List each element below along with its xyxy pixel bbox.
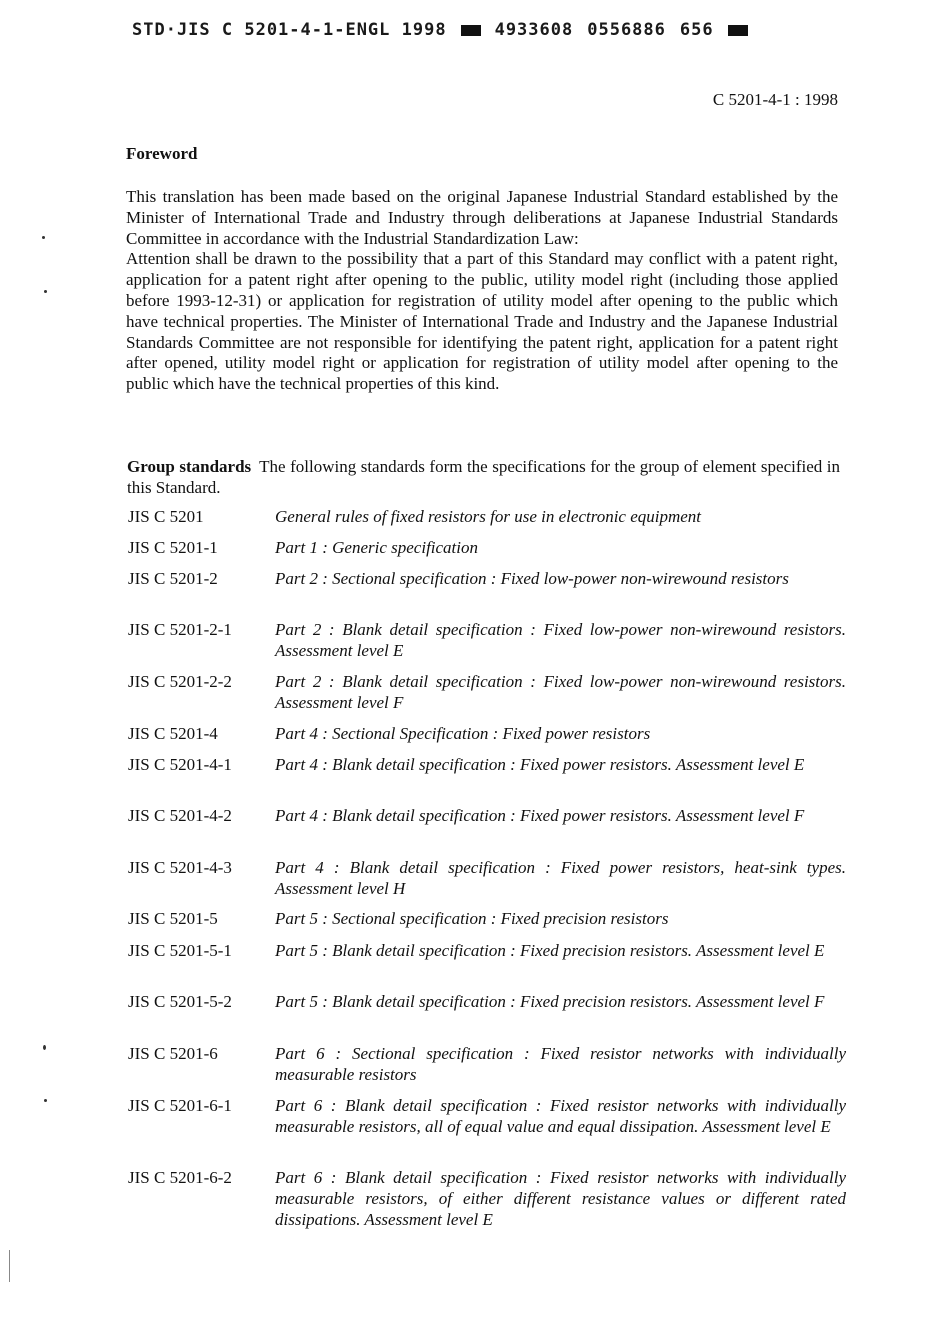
standard-title: Part 1 : Generic specification: [275, 538, 479, 557]
standard-code: JIS C 5201-5: [128, 909, 218, 928]
standard-code: JIS C 5201-4: [128, 724, 218, 743]
standard-code: JIS C 5201-2-2: [128, 672, 232, 691]
standard-title: Part 5 : Sectional specification : Fixed precision resistors: [275, 909, 669, 928]
standard-title: Part 2 : Sectional specification : Fixed low-power non-wirewound resistors: [275, 569, 789, 588]
scan-speck: [43, 1045, 46, 1050]
std-identifier: STD·JIS C 5201-4-1-ENGL 1998: [132, 20, 447, 40]
group-standards-title: Group standards: [127, 457, 252, 476]
standard-title: Part 4 : Blank detail specification : Fixed power resistors. Assessment level F: [275, 806, 805, 825]
black-bar-icon: [461, 25, 481, 36]
standard-title: Part 6 : Blank detail specification : Fixed resistor networks with individually measurable resistors, all of equal value and equal dissipation. Assessment level E: [275, 1096, 846, 1136]
scan-edge-line: [9, 1250, 10, 1282]
standard-title: Part 4 : Blank detail specification : Fixed power resistors. Assessment level E: [275, 755, 805, 774]
standard-code: JIS C 5201-4-2: [128, 806, 232, 825]
standard-code: JIS C 5201-1: [128, 538, 218, 557]
standard-title: Part 4 : Blank detail specification : Fixed power resistors, heat-sink types. Assessment level H: [275, 858, 846, 898]
foreword-body: [126, 187, 838, 395]
scan-speck: [42, 236, 45, 239]
standard-title: Part 6 : Blank detail specification : Fixed resistor networks with individually measurable resistors, of either different resistance values or different rated dissipations. Assessment level E: [275, 1168, 846, 1229]
standard-title: Part 5 : Blank detail specification : Fixed precision resistors. Assessment level F: [275, 992, 825, 1011]
standard-title: Part 6 : Sectional specification : Fixed resistor networks with individually measurable resistors: [275, 1044, 846, 1084]
black-bar-icon: [728, 25, 748, 36]
foreword-paragraph-1: This translation has been made based on the original Japanese Industrial Standard established by the Minister of International Trade and Industry through deliberations at Japanese Industrial Standards Committee in accordance with the Industrial Standardization Law:: [126, 187, 838, 248]
scan-speck: [44, 290, 47, 293]
standard-code: JIS C 5201-4-1: [128, 755, 232, 774]
scan-speck: [44, 1099, 47, 1102]
standard-code: JIS C 5201-6-2: [128, 1168, 232, 1187]
document-header-line: [132, 20, 762, 40]
standard-title: Part 2 : Blank detail specification : Fixed low-power non-wirewound resistors. Assessment level F: [275, 672, 846, 712]
standard-title: General rules of fixed resistors for use in electronic equipment: [275, 507, 702, 526]
group-standards-text: The following standards form the specifications for the group of element specified in this Standard.: [127, 457, 840, 497]
standard-code: JIS C 5201-5-2: [128, 992, 232, 1011]
foreword-paragraph-2: Attention shall be drawn to the possibility that a part of this Standard may conflict with a patent right, application for a patent right after opening to the public, utility model right (including those applied before 1993-12-31) or application for registration of utility model after opening to the public which have technical properties. The Minister of International Trade and Industry and the Japanese Industrial Standards Committee are not responsible for identifying the patent right, application for a patent right after opened, utility model right or application for registration of utility model after opening to the public which have the technical properties of this kind.: [126, 249, 838, 394]
catalog-code-b: 0556886: [587, 20, 666, 40]
catalog-code-c: 656: [679, 20, 714, 40]
document-number: C 5201-4-1 : 1998: [712, 90, 838, 109]
foreword-title: Foreword: [126, 144, 198, 163]
standard-code: JIS C 5201-2: [128, 569, 218, 588]
standard-title: Part 5 : Blank detail specification : Fixed precision resistors. Assessment level E: [275, 941, 825, 960]
standard-code: JIS C 5201-4-3: [128, 858, 232, 877]
standard-code: JIS C 5201-6: [128, 1044, 218, 1063]
standard-code: JIS C 5201: [128, 507, 204, 526]
standard-code: JIS C 5201-5-1: [128, 941, 232, 960]
standard-code: JIS C 5201-6-1: [128, 1096, 232, 1115]
group-standards-intro: [127, 457, 840, 499]
standard-code: JIS C 5201-2-1: [128, 620, 232, 639]
catalog-code-a: 4933608: [494, 20, 574, 40]
standard-title: Part 2 : Blank detail specification : Fixed low-power non-wirewound resistors. Assessment level E: [275, 620, 846, 660]
standard-title: Part 4 : Sectional Specification : Fixed power resistors: [275, 724, 651, 743]
